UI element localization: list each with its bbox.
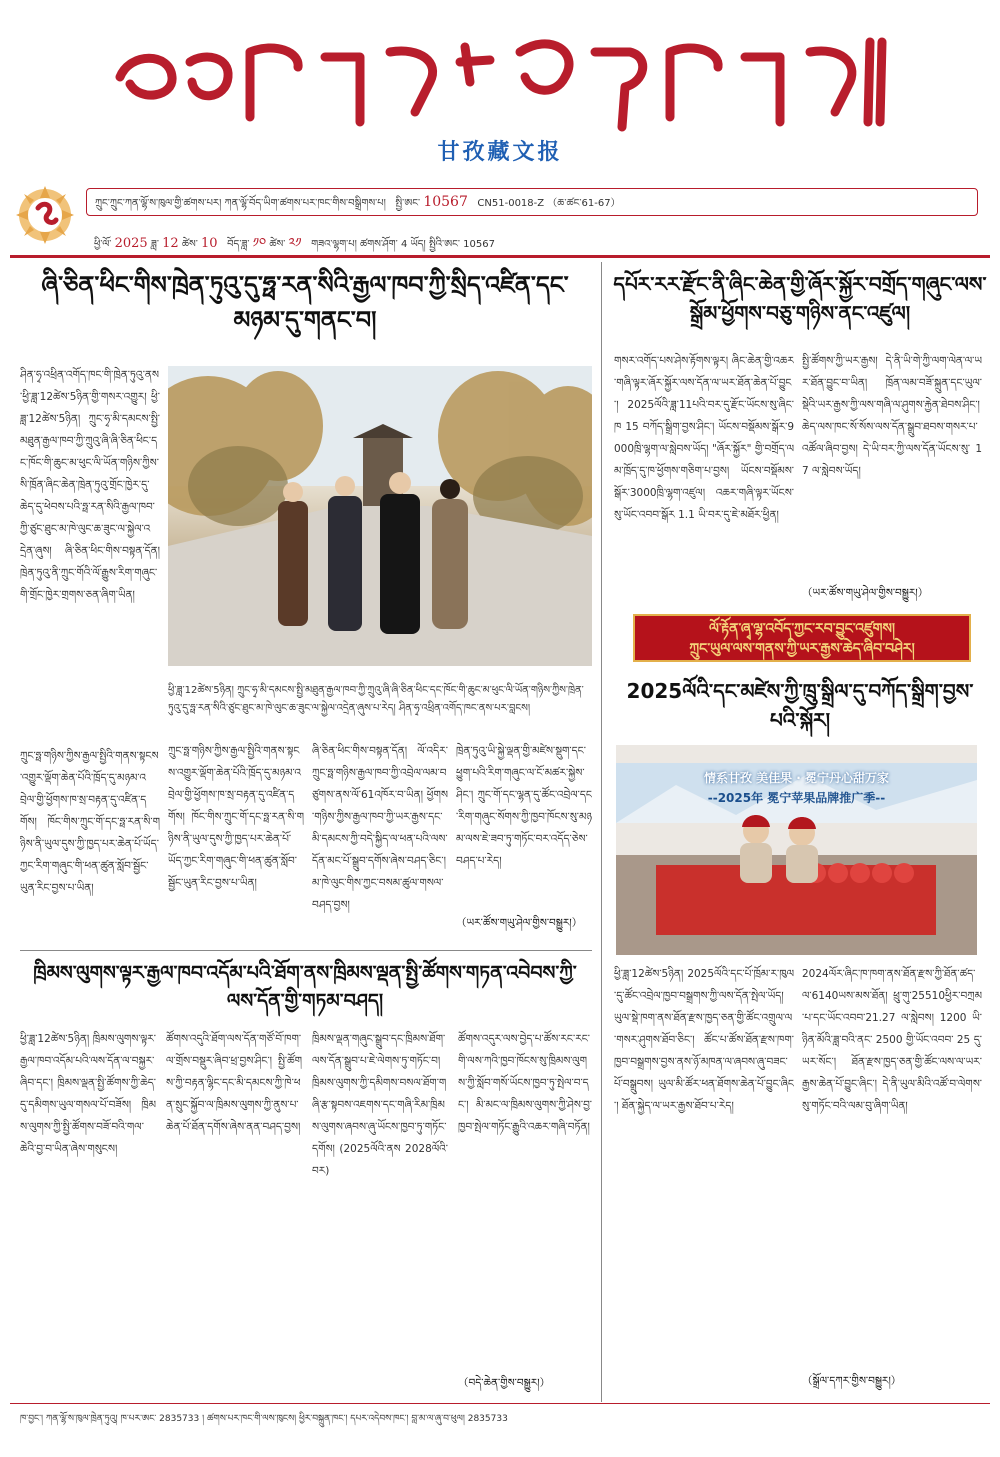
right-article2-byline: （སྒྲོལ་དཀར་གྱིས་བསྒྱུར།） <box>802 1375 902 1387</box>
right-article2-col1: ཕྱི་ཟླ་12ཚེས་5ཉིན། 2025ལོའི་དང་པོ་ཁྲོམ་ར་ཁུལ་དུ་ཚོང་འབྲེལ་ཁྱབ་བསྒྲགས་ཀྱི་ལས་དོན་སྤེལ་ཡོད། ཡུལ་སྡེ་ཁག་ནས་ཐོན་རྫས་ཁྱད་ཅན་གྱི་ཚོང་འགྲུལ་ལ་གསར་ཤུགས་ཐོབ་ཅིང་། ཚོང་པ་ཚོས་ཐོན་རྫས་ཁག་ཁྱབ་བསྒྲགས་བྱས་ནས་ཉོ་མཁན་ལ་ཞབས་ཞུ་བཟང་པོ་བསྒྲུབས། ཡུལ་མི་ཚོར་ཕན་ཐོགས་ཆེན་པོ་བྱུང་ཞིང་། ཐོན་སྐྱེད་ལ་ཡར་རྒྱས་ཐོབ་པ་རེད། <box>614 968 794 1112</box>
masthead-chinese-subtitle: 甘孜藏文报 <box>437 139 563 165</box>
photo-sign-text2: --2025年 冕宁苹果品牌推广季-- <box>707 791 886 805</box>
day-label: ཚེས་ <box>181 239 198 250</box>
footer-text: ཁ་བྱང་། ཀན་ལྷོ་ས་ཁུལ་ཁྲེན་ཏུའུ། ཁ་པར་ཨང་ 2835733 ། ཚགས་པར་ཁང་གི་ལས་ཁུངས། ཕྱིར་བསྐྲུན་ཁང་། དཔར་འདེབས་ཁང་། བླ་མ་ལ་ཞུ་བ་ཕུལ། 2835733 <box>20 1414 508 1424</box>
cn-code: CN51-0018-Z （ཆ་ཚང་61-67） <box>477 198 621 209</box>
top-rule <box>10 255 990 258</box>
bottom-article-col4: ཚོགས་འདུར་ལས་བྱེད་པ་ཚོས་རང་རང་གི་ལས་ཀའི་ཁྱབ་ཁོངས་སུ་ཁྲིམས་ལུགས་ཀྱི་སློབ་གསོ་ཡོངས་ཁྱབ་ཏུ་སྤེལ་བ་དང་། མི་མང་ལ་ཁྲིམས་ལུགས་ཀྱི་ཤེས་བྱ་ཁྱབ་སྤེལ་གཏོང་རྒྱུའི་འཆར་གཞི་བཏོན། <box>458 1033 592 1133</box>
month-label: ཟླ་ <box>150 239 159 250</box>
left-article-col1: ཤིན་ཧྭ་འཕྲིན་འགོད་ཁང་གི་ཁྲེན་ཏུའུ་ནས་ཕྱི་ཟླ་12ཚེས་5ཉིན་གྱི་གསར་འགྱུར། ཕྱི་ཟླ་12ཚེས་5ཉིན། ཀྲུང་ཧྭ་མི་དམངས་སྤྱི་མཐུན་རྒྱལ་ཁབ་ཀྱི་ཀྲུའུ་ཞི་ཞི་ཅིན་ཕིང་དང་ཁོང་གི་ཆུང་མ་ཕུང་ལི་ཡོན་གཉིས་ཀྱིས་སི་ཁྲོན་ཞིང་ཆེན་ཁྲེན་ཏུའུ་གྲོང་ཁྱེར་དུ་ཆེད་དུ་ཕེབས་པའི་ཧྥ་རན་སིའི་རྒྱལ་ཁབ་ཀྱི་ཙུང་ཐུང་མ་ཁེ་ལུང་ཆ་ཟུང་ལ་སྐྱེལ་འདྲེན་ཞུས། ཞི་ཅིན་ཕིང་གིས་བསྟན་དོན། ཁྲེན་ཏུའུ་ནི་ཀྲུང་གོའི་ལོ་རྒྱུས་རིག་གཞུང་གི་གྲོང་ཁྱེར་གྲགས་ཅན་ཞིག་ཡིན། <box>20 369 160 601</box>
year: 2025 <box>114 236 148 251</box>
tib-month-label: བོད་ཟླ་ <box>227 239 250 250</box>
left-article-col3: ཞི་ཅིན་ཕིང་གིས་བསྟན་དོན། ལོ་འདིར་ཀྲུང་ཧྥ་གཉིས་རྒྱལ་ཁབ་ཀྱི་འབྲེལ་ལམ་བཙུགས་ནས་ལོ་61འཁོར་བ་ཡིན། ཕྱོགས་གཉིས་ཀྱིས་རྒྱལ་ཁབ་ཀྱི་ཡར་རྒྱས་དང་མི་དམངས་ཀྱི་བདེ་སྐྱིད་ལ་ཕན་པའི་ལས་དོན་མང་པོ་སྒྲུབ་དགོས་ཞེས་བཤད་ཅིང་། མ་ཁེ་ལུང་གིས་ཀྱང་བསམ་ཚུལ་གསལ་བཤད་བྱས། <box>312 745 448 911</box>
right-article-headline: དཔོར་རར་རྫོང་ནི་ཞིང་ཆེན་གྱི་ཞོར་སྐྱོར་བགྲོད་གཞུང་ལས་སྒྲོམ་ཕྱོགས་བཅུ་གཉིས་ནང་འཛུལ། <box>613 272 987 325</box>
right-article2-col2: 2024ལོར་ཞིང་ཁ་ཁག་ནས་ཐོན་རྫས་ཀྱི་ཐོན་ཚད་ལ་6140ཡས་མས་ཐོན། ཕྲུ་གུ་25510ཕྱིར་བཀྲམ་པ་དང་ཡོང་འབབ་21.27 ལ་སླེབས། 1200 ཡི་ཉིན་མོའི་ཟླ་བའི་ནང་ 2500 གྱི་ཡོང་འབབ་ 25 དུ་ཡར་སོང་། ཐོན་རྫས་ཁྱད་ཅན་གྱི་ཚོང་ལས་ལ་ཡར་རྒྱས་ཆེན་པོ་བྱུང་ཞིང་། དེ་ནི་ཡུལ་མིའི་འཚོ་བ་ལེགས་སུ་གཏོང་བའི་ལམ་བུ་ཞིག་ཡིན། <box>802 968 982 1112</box>
column-divider <box>601 262 602 1402</box>
date-rest: གཟའ་ལྷག་པ། ཚགས་ཤོག་ 4 ཡོད། སྤྱིའི་ཨང་ 10567 <box>311 239 495 250</box>
bottom-article-col2: ཚོགས་འདུའི་ཐོག་ལས་དོན་གཙོ་བོ་ཁག་ལ་གྲོས་བསྡུར་ཞིབ་ཕྲ་བྱས་ཤིང་། སྤྱི་ཚོགས་ཀྱི་བརྟན་ལྷིང་དང་མི་དམངས་ཀྱི་ཁེ་ཕན་སྲུང་སྐྱོབ་ལ་ཁྲིམས་ལུགས་ཀྱི་ནུས་པ་ཆེན་པོ་ཐོན་དགོས་ཞེས་ནན་བཤད་བྱས། <box>166 1033 302 1133</box>
newspaper-logo-icon <box>14 184 76 246</box>
left-article-col4: ཁྲེན་ཏུའུ་ཡི་སྐྱེ་ལྡན་གྱི་མཛེས་སྡུག་དང་ཕྱུག་པའི་རིག་གཞུང་ལ་ངོ་མཚར་སྐྱེས་ཤིང་། ཀྲུང་གོ་དང་ལྷན་དུ་ཚོང་འབྲེལ་དང་རིག་གཞུང་སོགས་ཀྱི་ཁྱབ་ཁོངས་སུ་མཉམ་ལས་ཇེ་ཟབ་ཏུ་གཏོང་བར་འདོད་ཅེས་བཤད་པ་རེད། <box>456 745 592 867</box>
masthead-title-calligraphy <box>110 22 890 132</box>
photo-apple-promotion <box>616 745 977 955</box>
left-article-headline: ཞི་ཅིན་ཕིང་གིས་ཁྲེན་ཏུའུ་དུ་ཧྥ་རན་སིའི་རྒྱལ་ཁབ་ཀྱི་སྲིད་འཛིན་དང་མཉམ་དུ་གནང་བ། <box>41 271 569 334</box>
day: 10 <box>201 236 218 251</box>
masthead <box>0 0 1000 182</box>
footer-bar <box>10 1403 990 1435</box>
bottom-article-col3: ཁྲིམས་ལྡན་གཞུང་སྒྲུབ་དང་ཁྲིམས་ཐོག་ལས་དོན་སྒྲུབ་པ་ཇེ་ལེགས་ཏུ་གཏོང་བ། ཁྲིམས་ལུགས་ཀྱི་དམིགས་བསལ་ཐོག་གཞི་རྩ་སྟབས་འཇགས་དང་གཞི་རིམ་ཁྲིམས་ལུགས་ཞབས་ཞུ་ཡོངས་ཁྱབ་ཏུ་གཏོང་དགོས། (2025ལོའི་ནས 2028ལོའི་བར) <box>312 1033 448 1177</box>
right-article2-headline: 2025ལོའི་དང་མཛེས་ཀྱི་ཁྲུ་སྒྲིལ་དུ་བཀོད་སྒྲིག་བྱས་པའི་སྐོར། <box>626 679 974 732</box>
info-line: ཀྲུང་ཀྲུང་ཀན་ལྷོ་ས་ཁུལ་གྱི་ཚགས་པར། ཀན་ལྷོ་བོད་ཡིག་ཚགས་པར་ཁང་གིས་བསྒྲིགས་པ། <box>95 198 386 209</box>
photo-leaders-garden <box>168 366 592 666</box>
tib-day: ༢༡ <box>288 236 302 251</box>
red-slogan-banner <box>633 614 971 662</box>
left-article-col2: ཀྲུང་ཧྥ་གཉིས་ཀྱིས་རྒྱལ་སྤྱིའི་གནས་སྟངས་འགྱུར་ལྡོག་ཆེན་པོའི་ཁྲོད་དུ་མཉམ་འབྲེལ་གྱི་ཕྱོགས་ཁ་སྲ་བརྟན་དུ་འཛིན་དགོས། ཁོང་གིས་ཀྲུང་གོ་དང་ཧྥ་རན་སི་གཉིས་ནི་ཡུལ་དུས་ཀྱི་ཁྱད་པར་ཆེན་པོ་ཡོད་ཀྱང་རིག་གཞུང་གི་ཕན་ཚུན་སློབ་སྦྱོང་ཡུན་རིང་བྱས་པ་ཡིན། <box>168 745 304 889</box>
issue-number: 10567 <box>423 194 468 210</box>
tib-month: ༡༠ <box>252 236 267 251</box>
right-article-col2: སྤྱི་ཚོགས་ཀྱི་ཡར་རྒྱས། དེ་ནི་ཡི་གེ་ཀྱི་ལག་ལེན་ལ་ཡར་ཐོན་བྱུང་བ་ཡིན། ཁྲོན་ལམ་བཟོ་སྐྲུན་དང་ཡུལ་སྡེའི་ཡར་རྒྱས་ཀྱི་ལས་གཞི་ལ་ཤུགས་རྐྱེན་ཐེབས་ཤིང་། ཆེད་ལས་ཁང་སོ་སོས་ལས་དོན་སྒྲུབ་ཐབས་གསར་པ་འཚོལ་ཞིབ་བྱས། དེ་ཡི་བར་ཀྱི་ལས་དོན་ཡོངས་སུ་ 17 ལ་སླེབས་ཡོད། <box>802 355 982 477</box>
right-article-byline: （ཡར་ཚོས་གཡུ་ཤེལ་གྱིས་བསྒྱུར།） <box>802 587 929 599</box>
left-article-col1b: ཀྲུང་ཧྥ་གཉིས་ཀྱིས་རྒྱལ་སྤྱིའི་གནས་སྟངས་འགྱུར་ལྡོག་ཆེན་པོའི་ཁྲོད་དུ་མཉམ་འབྲེལ་གྱི་ཕྱོགས་ཁ་སྲ་བརྟན་དུ་འཛིན་དགོས། ཁོང་གིས་ཀྲུང་གོ་དང་ཧྥ་རན་སི་གཉིས་ནི་ཡུལ་དུས་ཀྱི་ཁྱད་པར་ཆེན་པོ་ཡོད་ཀྱང་རིག་གཞུང་གི་ཕན་ཚུན་སློབ་སྦྱོང་ཡུན་རིང་བྱས་པ་ཡིན། <box>20 750 160 894</box>
photo-leaders-illustration <box>168 366 592 666</box>
bottom-article-headline: ཁྲིམས་ལུགས་ལྟར་རྒྱལ་ཁབ་འདོམ་པའི་ཐོག་ནས་ཁྲིམས་ལྡན་སྤྱི་ཚོགས་གཏན་འབེབས་ཀྱི་ལས་དོན་གྱི་གཏམ་བཤད། <box>33 962 577 1012</box>
photo-sign-text: 情系甘孜 美佳果 · 冕宁丹心甜万家 <box>703 771 890 785</box>
banner-line2: ཀྲུང་ཡུལ་ལས་གནས་ཀྱི་ཡར་རྒྱས་ཆེད་ཞིབ་བཤེར། <box>689 641 915 657</box>
banner-line1: ལོ་རྟོན་ཞྭ་ལྷ་འབོད་ཀྱང་རབ་བྱུང་འཛུགས། <box>708 621 896 637</box>
tib-day-label: ཚེས་ <box>269 239 286 250</box>
right-article-col1: གསར་འགོད་པས་ཤེས་རྟོགས་ལྟར། ཞིང་ཆེན་གྱི་འཆར་གཞི་ལྟར་ཞོར་སྐྱོར་ལས་དོན་ལ་ཡར་ཐོན་ཆེན་པོ་བྱུང་། 2025ལོའི་ཟླ་11པའི་བར་དུ་རྫོང་ཡོངས་སུ་ཞིང་ཁ 15 བཀོད་སྒྲིག་བྱས་ཤིང་། ཡོངས་བསྡོམས་སྒོར་9000ཁྲི་ལྷག་ལ་སླེབས་ཡོད། "ཞོར་སྐྱོར" གྱི་བགྲོད་ལམ་ཁྲོད་དུ་ཁ་ཕྱོགས་གཅིག་པ་བྱས། ཡོངས་བསྡོམས་སྒོར་3000ཁྲི་ལྷག་འཛུལ། འཆར་གཞི་ལྟར་ཡོངས་སུ་ཡོང་འབབ་སྒོར 1.1 ཡི་བར་དུ་ཇེ་མཐོར་ཕྱིན། <box>614 355 794 521</box>
bottom-article-col1: ཕྱི་ཟླ་12ཚེས་5ཉིན། ཁྲིམས་ལུགས་ལྟར་རྒྱལ་ཁབ་འདོམ་པའི་ལས་དོན་ལ་བསྐྱར་ཞིབ་དང་། ཁྲིམས་ལྡན་སྤྱི་ཚོགས་ཀྱི་ཆེད་དུ་དམིགས་ཡུལ་གསལ་པོ་བཟོས། ཁྲིམས་ལུགས་ཀྱི་སྤྱི་ཚོགས་བཟོ་བའི་གལ་ཆེའི་བྱ་བ་ཡིན་ཞེས་གསུངས། <box>20 1033 156 1155</box>
year-label: ཕྱི་ལོ་ <box>94 239 112 250</box>
month: 12 <box>162 236 179 251</box>
left-divider <box>20 950 592 951</box>
masthead-info-box <box>86 188 978 216</box>
photo-caption: ཕྱི་ཟླ་12ཚེས་5ཉིན། ཀྲུང་ཧྭ་མི་དམངས་སྤྱི་མཐུན་རྒྱལ་ཁབ་ཀྱི་ཀྲུའུ་ཞི་ཞི་ཅིན་ཕིང་དང་ཁོང་གི་ཆུང་མ་ཕུང་ལི་ཡོན་གཉིས་ཀྱིས་ཁྲེན་ཏུའུ་དུ་ཧྥ་རན་སིའི་ཙུང་ཐུང་མ་ཁེ་ལུང་ཆ་ཟུང་ལ་སྐྱེལ་འདྲེན་ཞུས་པ་རེད། ཤིན་ཧྭ་འཕྲིན་འགོད་ཁང་ནས་པར་བླངས། <box>168 685 584 714</box>
bottom-article-byline: （བདེ་ཆེན་གྱིས་བསྒྱུར།） <box>458 1377 551 1389</box>
left-article-byline: （ཡར་ཚོས་གཡུ་ཤེལ་གྱིས་བསྒྱུར།） <box>456 917 583 929</box>
issue-prefix: སྤྱི་ཨང་ <box>395 198 421 209</box>
date-line <box>94 228 984 265</box>
